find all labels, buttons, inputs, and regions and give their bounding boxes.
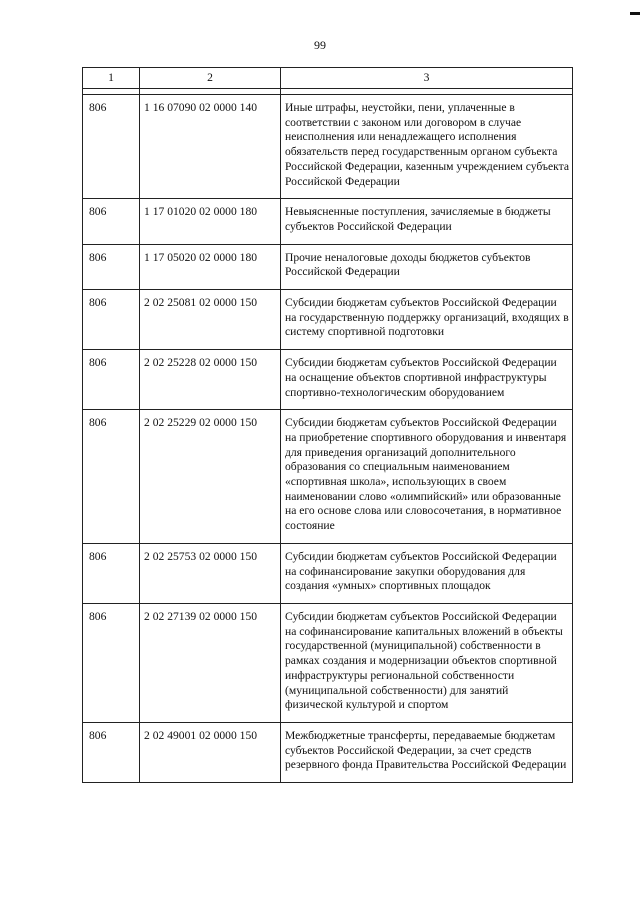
page-number: 99 (314, 38, 326, 52)
budget-code-cell: 2 02 25753 02 0000 150 (140, 543, 281, 603)
table-row (83, 244, 573, 289)
table-row (83, 95, 573, 199)
admin-code-cell: 806 (83, 95, 140, 199)
income-name-cell: Прочие неналоговые доходы бюджетов субъектов Российской Федерации (281, 244, 573, 289)
income-name-cell: Иные штрафы, неустойки, пени, уплаченные в соответствии с законом или договором в случае неисполнения или ненадлежащего исполнения обязательств перед государственным органом субъекта Российской Федерации, казенным учреждением субъекта Российской Федерации (281, 95, 573, 199)
budget-code-cell: 2 02 49001 02 0000 150 (140, 722, 281, 782)
budget-code-cell: 1 17 05020 02 0000 180 (140, 244, 281, 289)
table-body (83, 95, 573, 783)
income-name-cell: Субсидии бюджетам субъектов Российской Федерации на софинансирование закупки оборудования для создания «умных» спортивных площадок (281, 543, 573, 603)
header-col-3: 3 (281, 68, 573, 89)
table-row (83, 350, 573, 410)
admin-code-cell: 806 (83, 722, 140, 782)
budget-code-cell: 1 16 07090 02 0000 140 (140, 95, 281, 199)
income-name-cell: Субсидии бюджетам субъектов Российской Федерации на оснащение объектов спортивной инфраструктуры спортивно-технологическим оборудованием (281, 350, 573, 410)
income-name-cell: Межбюджетные трансферты, передаваемые бюджетам субъектов Российской Федерации, за счет средств резервного фонда Правительства Российской Федерации (281, 722, 573, 782)
table-row (83, 199, 573, 244)
budget-code-cell: 2 02 27139 02 0000 150 (140, 603, 281, 722)
table-row (83, 290, 573, 350)
table-row (83, 410, 573, 544)
admin-code-cell: 806 (83, 410, 140, 544)
budget-code-cell: 2 02 25229 02 0000 150 (140, 410, 281, 544)
income-name-cell: Невыясненные поступления, зачисляемые в бюджеты субъектов Российской Федерации (281, 199, 573, 244)
income-name-cell: Субсидии бюджетам субъектов Российской Федерации на софинансирование капитальных вложений в объекты государственной (муниципальной) собственности в рамках создания и модернизации объектов спортивной инфраструктуры региональной собственности (муниципальной собственности) для занятий физической культурой и спортом (281, 603, 573, 722)
admin-code-cell: 806 (83, 543, 140, 603)
table-row (83, 722, 573, 782)
scan-corner-mark (630, 12, 640, 15)
income-name-cell: Субсидии бюджетам субъектов Российской Федерации на государственную поддержку организаций, входящих в систему спортивной подготовки (281, 290, 573, 350)
income-name-cell: Субсидии бюджетам субъектов Российской Федерации на приобретение спортивного оборудования и инвентаря для приведения организаций дополнительного образования со специальным наименованием «спортивная школа», использующих в своем наименовании слово «олимпийский» или образованные на его основе слова или словосочетания, в нормативное состояние (281, 410, 573, 544)
table-row (83, 543, 573, 603)
admin-code-cell: 806 (83, 350, 140, 410)
header-col-2: 2 (140, 68, 281, 89)
table-row (83, 603, 573, 722)
admin-code-cell: 806 (83, 199, 140, 244)
header-col-1: 1 (83, 68, 140, 89)
admin-code-cell: 806 (83, 244, 140, 289)
admin-code-cell: 806 (83, 290, 140, 350)
table-header-row (83, 68, 573, 89)
admin-code-cell: 806 (83, 603, 140, 722)
budget-code-cell: 2 02 25081 02 0000 150 (140, 290, 281, 350)
budget-codes-table (82, 67, 573, 783)
budget-code-cell: 1 17 01020 02 0000 180 (140, 199, 281, 244)
budget-code-cell: 2 02 25228 02 0000 150 (140, 350, 281, 410)
